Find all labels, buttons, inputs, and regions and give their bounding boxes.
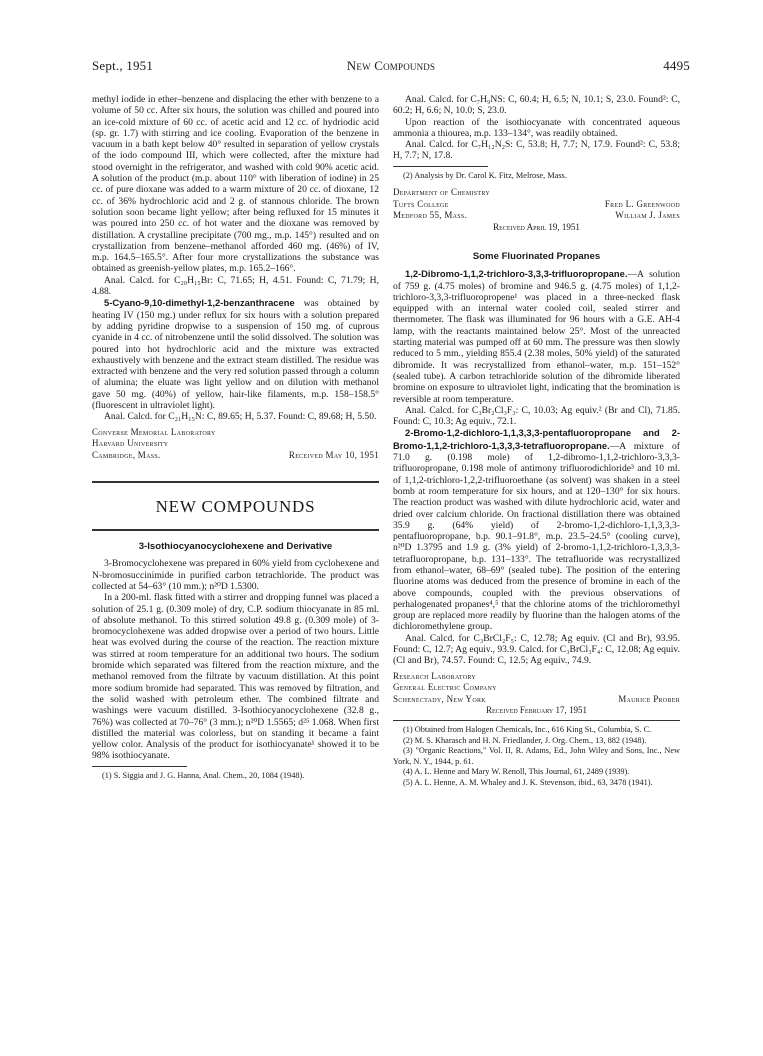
paragraph-text: was obtained by heating IV (150 mg.) under reflux for six hours with a solution prepared by adding pyridine dropwise to a suspension of 150 mg. of cuprous cyanide in 4 cc. of nitrobenzene until the solid dissolved. The solution was poured into hot hydrochloric acid and the mixture was extracted exhaustively with benzene and the extract steam distilled. The residue was extracted with benzene and the very red solution passed through a column of alumina; the eluate was light yellow and on dilution with methanol gave 50 mg. (40%) of yellow, hair-like filaments, m.p. 158–158.5° (fluorescent in ultraviolet light). xyxy=(92,298,379,412)
section-title: NEW COMPOUNDS xyxy=(155,497,316,517)
footnote-rule xyxy=(393,166,488,167)
paragraph-cyano xyxy=(92,297,379,411)
affiliation-row xyxy=(393,694,680,706)
affiliation-line: Harvard University xyxy=(92,438,169,449)
left-column xyxy=(92,94,379,781)
footnotes xyxy=(393,171,680,181)
analysis: Anal. Calcd. for C₂₀H₁₅Br: C, 71.65; H, 4.51. Found: C, 71.79; H, 4.88. xyxy=(92,274,379,298)
analysis: Anal. Calcd. for C₇H₉NS: C, 60.4; H, 6.5; N, 10.1; S, 23.0. Found²: C, 60.2; H, 6.6; N, 10.0; S, 23.0. xyxy=(393,94,680,117)
affiliation-line: Schenectady, New York xyxy=(393,693,486,704)
affiliation-line: Research Laboratory xyxy=(393,670,477,681)
footnotes xyxy=(92,771,379,781)
analysis: Anal. Calcd. for C₇H₁₂N₂S: C, 53.8; H, 7.7; N, 17.9. Found²: C, 53.8; H, 7.7; N, 17.8. xyxy=(393,139,680,162)
affiliation-line: Tufts College xyxy=(393,198,449,209)
affiliation-block xyxy=(92,427,379,462)
affiliation-line: Medford 55, Mass. xyxy=(393,210,468,221)
footnote: (1) S. Siggia and J. G. Hanna, Anal. Chem., 20, 1084 (1948). xyxy=(102,770,305,780)
analysis: Anal. Calcd. for C₃Br₂Cl₃F₃: C, 10.03; Ag equiv.² (Br and Cl), 71.85. Found: C, 10.3; Ag equiv., 72.1. xyxy=(393,404,680,428)
paragraph-text: —A mixture of 71.0 g. (0.198 mole) of 1,2-dibromo-1,1,2-trichloro-3,3,3-trifluoropropane, 0.198 mole of antimony trifluorodichloride³ and 10 ml. of 1,1,2-trichloro-1,2,2-trifluoroethane (as solvent) was shaken in a steel bomb at room temperature for six hours, and at 120–130° for six hours. The reaction product was washed with dilute hydrochloric acid, water and dried over calcium chloride. On fractional distillation there was obtained 35.9 g. (64% yield) of 2-bromo-1,2-dichloro-1,1,3,3,3-pentafluoropropane, b.p. 90.1–91.8°, m.p. 23.5–24.5° (cooling curve), n²⁰D 1.3795 and 1.9 g. (3% yield) of 2-bromo-1,1,2-trichloro-1,3,3,3-tetrafluoropropane, b.p. 131–133°. The tetrafluoride was recrystallized from ethanol–water, 68–69° (sealed tube). The position of the entering fluorine atoms was deduced from the presence of bromine in each of the above compounds, coupled with the previous observations of perhalogenated propanes⁴,⁵ that the chlorine atoms of the trichloromethyl group are replaced more readily by fluorine than the halogen atoms of the dichloromethylene group. xyxy=(393,440,680,633)
footnote-rule xyxy=(393,720,680,721)
affiliation-line: Converse Memorial Laboratory xyxy=(92,426,216,437)
header-page-number: 4495 xyxy=(663,58,690,73)
compound-title: 1,2-Dibromo-1,1,2-trichloro-3,3,3-trifluoropropane. xyxy=(405,268,628,280)
paragraph: In a 200-ml. flask fitted with a stirrer and dropping funnel was placed a solution of 25.1 g. (0.309 mole) of dry, C.P. sodium thiocyanate in 85 ml. of absolute methanol. To this stirred solution 49.8 g. (0.309 mole) of 3-bromocyclohexene was added dropwise over a period of two hours. Little heat was evolved during the course of the reaction. The reaction mixture was stirred at room temperature for an additional two hours. The sodium bromide which separated was filtered from the reaction mixture, and the methanol removed from the filtrate by vacuum distillation. At this point more sodium bromide had separated. This was removed by filtration, and the solid washed with petroleum ether. The combined filtrate and washings were vacuum distilled. 3-Isothiocyanocyclohexene (32.8 g., 76%) was collected at 70–76° (3 mm.); n²⁰D 1.5565; d²⁵ 1.068. When first distilled the material was colorless, but on standing it became a faint yellow color. Analysis of the product for isothiocyanate¹ showed it to be 98% isothiocyanate. xyxy=(92,592,379,762)
analysis: Anal. Calcd. for C₂₁H₁₅N: C, 89.65; H, 5.37. Found: C, 89.68; H, 5.50. xyxy=(104,411,377,423)
section-rule xyxy=(92,481,379,483)
right-column xyxy=(393,94,680,788)
author-name: William J. James xyxy=(615,210,680,221)
section-rule xyxy=(92,529,379,531)
footnote: (2) M. S. Kharasch and H. N. Friedlander, J. Org. Chem., 13, 882 (1948). xyxy=(403,735,647,745)
compound-title: 2-Bromo-1,2-dichloro-1,1,3,3,3-pentafluoropropane and 2-Bromo-1,1,2-trichloro-1,3,3,3-tetrafluoropropane. xyxy=(393,427,680,451)
received-date: Received February 17, 1951 xyxy=(485,705,587,716)
header-date: Sept., 1951 xyxy=(92,58,154,73)
article-heading: 3-Isothiocyanocyclohexene and Derivative xyxy=(138,541,333,553)
author-name: Maurice Prober xyxy=(618,693,680,704)
paragraph: Upon reaction of the isothiocyanate with concentrated aqueous ammonia a thiourea, m.p. 133–134°, was readily obtained. xyxy=(393,116,680,139)
paragraph-pentafluoro xyxy=(393,427,680,632)
affiliation-line: Cambridge, Mass. xyxy=(92,449,161,460)
paragraph: 3-Bromocyclohexene was prepared in 60% yield from cyclohexene and N-bromosuccinimide in purified carbon tetrachloride. The product was collected at 54–63° (10 mm.); n²⁰D 1.5300. xyxy=(92,558,379,592)
received-date: Received April 19, 1951 xyxy=(493,221,580,232)
page-header xyxy=(92,58,690,76)
paragraph-text: —A solution of 759 g. (4.75 moles) of bromine and 946.5 g. (4.75 moles) of 1,1,2-trichloro-3,3,3-trifluoropropene¹ was placed in a three-necked flask equipped with an internal water cooled coil, sealed stirrer and thermometer. The flask was illuminated for 96 hours with a G.E. AH-4 lamp, with the reactants maintained below 25°. Most of the unreacted starting material was pumped off at 60 mm. The pressure was then slowly reduced to 5 mm., yielding 855.4 (2.38 moles, 50% yield) of the saturated dibromide. It was recrystallized from ethanol–water, m.p. 151–152° (sealed tube). A carbon tetrachloride solution of the dibromide liberated bromine on exposure to ultraviolet light, indicating that the bromination is reversible at room temperature. xyxy=(393,269,680,405)
paragraph: methyl iodide in ether–benzene and displacing the ether with benzene to a volume of 50 cc. After six hours, the solution was chilled and poured into an ice-cold mixture of 60 cc. of acetic acid and 12 cc. of hydriodic acid (sp. gr. 1.7) with stirring and ice cooling. Evaporation of the benzene in vacuum in a bath kept below 40° resulted in separation of yellow crystals of the iodo compound III, which were collected, after the mixture had stood overnight in the refrigerator, and washed with cold 90% acetic acid. A solution of the product (m.p. about 110° with liberation of iodine) in 25 cc. of pure dioxane was added to a warm mixture of 20 cc. of dioxane, 12 cc. of 36% hydrochloric acid and 2 g. of stannous chloride. The brown solution soon became light yellow; after being refluxed for 15 minutes it was poured into 250 cc. of hot water and the dioxane was removed by distillation. A crystalline precipitate (700 mg., m.p. 145°) resulted and on crystallization from benzene–methanol afforded 460 mg. (46%) of IV, m.p. 164.5–165.5°. After four more crystallizations the substance was obtained as greenish-yellow plates, m.p. 165.2–166°. xyxy=(92,94,379,275)
footnotes xyxy=(393,725,680,787)
affiliation-row xyxy=(92,450,379,462)
affiliation-row xyxy=(393,210,680,222)
footnote: (2) Analysis by Dr. Carol K. Fitz, Melrose, Mass. xyxy=(403,170,567,180)
affiliation-block xyxy=(393,671,680,706)
affiliation-row xyxy=(393,199,680,211)
header-section: New Compounds xyxy=(346,58,436,73)
received-date: Received May 10, 1951 xyxy=(288,449,379,460)
footnote: (1) Obtained from Halogen Chemicals, Inc., 616 King St., Columbia, S. C. xyxy=(403,725,652,735)
article-heading: Some Fluorinated Propanes xyxy=(472,250,601,262)
affiliation-block xyxy=(393,187,680,222)
affiliation-line: General Electric Company xyxy=(393,682,497,693)
analysis: Anal. Calcd. for C₃BrCl₂F₅: C, 12.78; Ag equiv. (Cl and Br), 93.95. Found: C, 12.7; Ag equiv., 93.9. Calcd. for C₃BrCl₃F₄: C, 12.08; Ag equiv. (Cl and Br), 74.57. Found: C, 12.5; Ag equiv., 74.9. xyxy=(393,632,680,667)
compound-title: 5-Cyano-9,10-dimethyl-1,2-benzanthracene xyxy=(104,297,295,309)
author-name: Fred L. Greenwood xyxy=(604,198,680,209)
footnote: (5) A. L. Henne, A. M. Whaley and J. K. Stevenson, ibid., 63, 3478 (1941). xyxy=(403,777,653,787)
footnote-rule xyxy=(92,766,187,767)
affiliation-line: Department of Chemistry xyxy=(393,187,490,198)
footnote: (3) "Organic Reactions," Vol. II, R. Adams, Ed., John Wiley and Sons, Inc., New York, N. Y., 1944, p. 61. xyxy=(393,746,680,766)
footnote: (4) A. L. Henne and Mary W. Renoll, This Journal, 61, 2489 (1939). xyxy=(403,767,630,777)
paragraph-dibromo xyxy=(393,268,680,405)
